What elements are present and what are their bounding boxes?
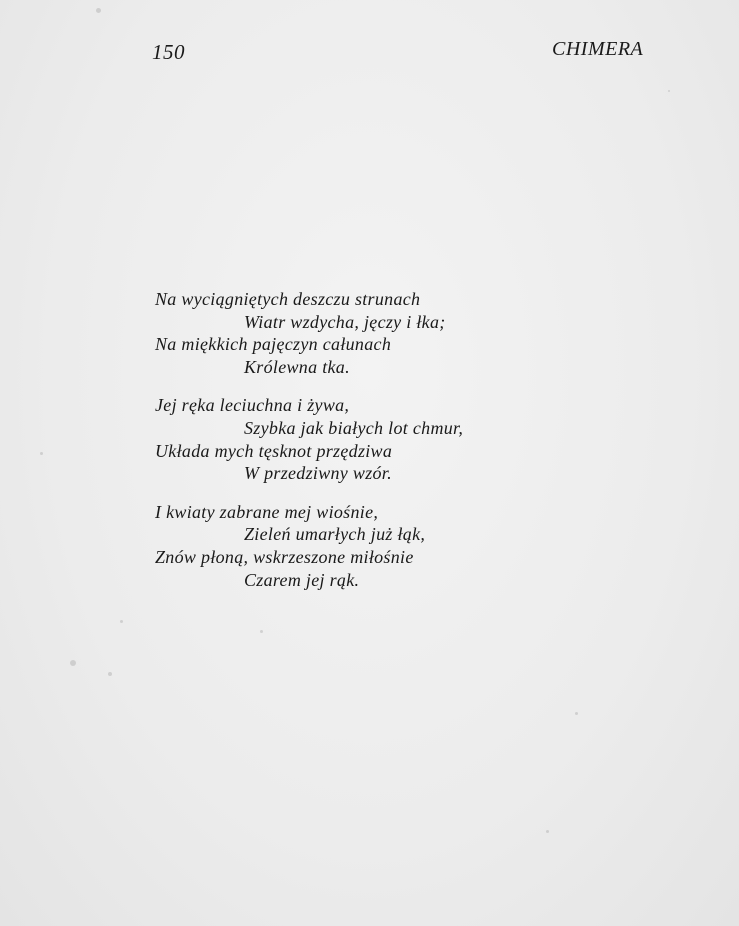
paper-speck [40, 452, 43, 455]
paper-speck [546, 830, 549, 833]
poem-line: I kwiaty zabrane mej wiośnie, [155, 501, 379, 522]
poem-line: Wiatr wzdycha, jęczy i łka; [244, 311, 446, 332]
poem-line: Czarem jej rąk. [244, 569, 360, 590]
paper-speck [70, 660, 76, 666]
stanza [155, 501, 575, 591]
poem [155, 288, 575, 607]
paper-speck [260, 630, 263, 633]
poem-line: Znów płoną, wskrzeszone miłośnie [155, 546, 414, 567]
paper-speck [575, 712, 578, 715]
paper-speck [668, 90, 670, 92]
paper-speck [120, 620, 123, 623]
stanza [155, 394, 575, 484]
poem-line: Królewna tka. [244, 356, 350, 377]
paper-speck [96, 8, 101, 13]
poem-line: Szybka jak białych lot chmur, [244, 417, 464, 438]
stanza [155, 288, 575, 378]
poem-line: W przedziwny wzór. [244, 463, 392, 484]
poem-line: Układa mych tęsknot przędziwa [155, 440, 393, 461]
poem-line: Na miękkich pajęczyn całunach [155, 334, 392, 355]
poem-line: Zieleń umarłych już łąk, [244, 524, 426, 545]
running-title: CHIMERA [552, 38, 644, 60]
page-number: 150 [152, 40, 185, 64]
paper-speck [108, 672, 112, 676]
poem-line: Na wyciągniętych deszczu strunach [155, 289, 421, 309]
poem-line: Jej ręka leciuchna i żywa, [155, 395, 350, 416]
